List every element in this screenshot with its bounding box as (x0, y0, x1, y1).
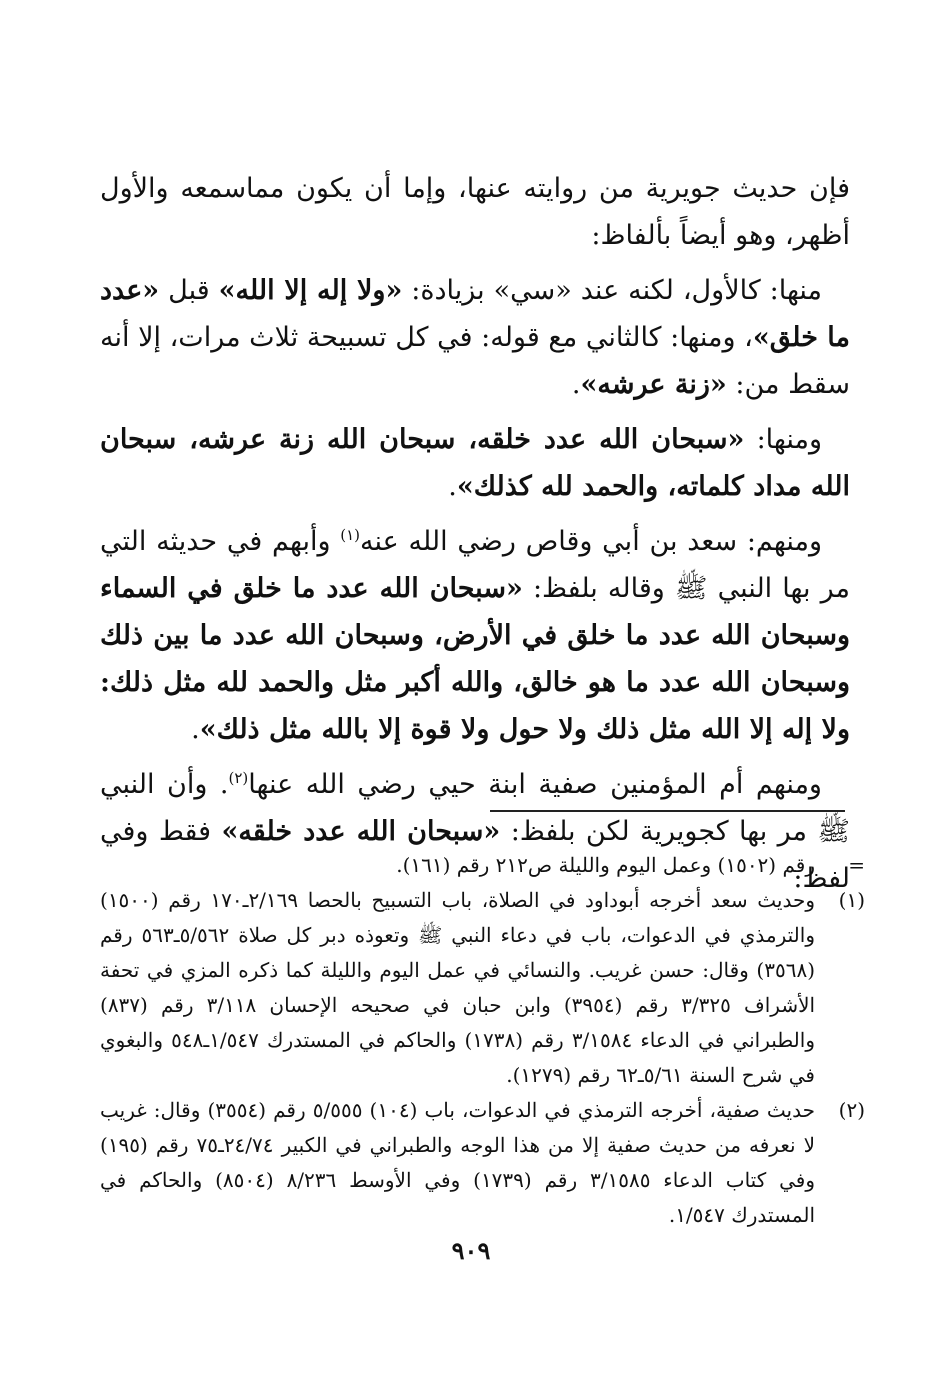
paragraph-text: فإن حديث جويرية من روايته عنها، وإما أن يكون مماسمعه والأول أظهر، وهو أيضاً بألفاظ: (100, 173, 850, 251)
paragraph-4 (100, 518, 850, 753)
paragraph-text: . (571, 369, 581, 400)
footnote-1 (100, 883, 865, 1093)
quote-bold: «ولا إله إلا الله» (218, 275, 403, 306)
quote-bold: «سبحان الله عدد خلقه، سبحان الله زنة عرشه، سبحان الله مداد كلماته، والحمد لله كذلك» (100, 424, 850, 502)
paragraph-text: ومنهم: سعد بن أبي وقاص رضي الله عنه (360, 526, 822, 557)
footnote-text: وحديث سعد أخرجه أبوداود في الصلاة، باب التسبيح بالحصا ٢/١٦٩ـ١٧٠ رقم (١٥٠٠) والترمذي في الدعوات، باب في دعاء النبي ﷺ وتعوذه دبر كل صلاة ٥/٥٦٢ـ٥٦٣ رقم (٣٥٦٨) وقال: حسن غريب. والنسائي في عمل اليوم والليلة كما ذكره المزي في تحفة الأشراف ٣/٣٢٥ رقم (٣٩٥٤) وابن حبان في صحيحه الإحسان ٣/١١٨ رقم (٨٣٧) والطبراني في الدعاء ٣/١٥٨٤ رقم (١٧٣٨) والحاكم في المستدرك ١/٥٤٧ـ٥٤٨ والبغوي في شرح السنة ٥/٦١ـ٦٢ رقم (١٢٧٩). (100, 888, 816, 1087)
footnotes (100, 848, 865, 1233)
quote-bold: «سبحان الله عدد ما خلق في السماء وسبحان الله عدد ما خلق في الأرض، وسبحان الله عدد ما بين ذلك وسبحان الله عدد ما هو خالق، والله أكبر مثل والحمد لله مثل ذلك: ولا إله إلا الله مثل ذلك ولا حول ولا قوة إلا بالله مثل ذلك» (100, 573, 850, 745)
footnote-ref-1[interactable]: (١) (340, 526, 361, 544)
footnote-continuation (100, 848, 865, 883)
page-number: ٩٠٩ (451, 1236, 491, 1265)
quote-bold: «عدد ما خلق» (100, 275, 850, 353)
main-text (100, 165, 850, 910)
footnote-number: (٢) (838, 1098, 865, 1122)
paragraph-3 (100, 416, 850, 510)
footnote-text: رقم (١٥٠٢) وعمل اليوم والليلة ص٢١٢ رقم (١٦١). (396, 853, 815, 877)
footnote-2 (100, 1093, 865, 1233)
paragraph-text: وأبهم في حديثه التي مر بها النبي ﷺ وقاله بلفظ: (100, 526, 850, 604)
paragraph-1 (100, 165, 850, 259)
footnote-separator (490, 810, 845, 812)
paragraph-text: منها: كالأول، لكنه عند «سي» بزيادة: (402, 275, 823, 306)
footnote-number: = (848, 853, 865, 877)
paragraph-text: . (448, 471, 457, 502)
quote-bold: «زنة عرشه» (580, 369, 727, 400)
paragraph-text: . وأن النبي ﷺ مر بها كجويرية لكن بلفظ: (100, 769, 850, 847)
footnote-number: (١) (838, 888, 865, 912)
paragraph-text: قبل (159, 275, 219, 306)
paragraph-text: ، ومنها: كالثاني مع قوله: في كل تسبيحة ثلاث مرات، إلا أنه سقط من: (100, 322, 850, 400)
paragraph-text: . (191, 714, 200, 745)
footnote-ref-2[interactable]: (٢) (228, 769, 249, 787)
paragraph-text: فقط وفي لفظ: (100, 816, 850, 894)
paragraph-2 (100, 267, 850, 408)
paragraph-text: ومنها: (744, 424, 822, 455)
quote-bold: «سبحان الله عدد خلقه» (221, 816, 501, 847)
paragraph-text: ومنهم أم المؤمنين صفية ابنة حيي رضي الله عنها (248, 769, 822, 800)
footnote-text: حديث صفية، أخرجه الترمذي في الدعوات، باب (١٠٤) ٥/٥٥٥ رقم (٣٥٥٤) وقال: غريب لا نعرفه من حديث صفية إلا من هذا الوجه والطبراني في الكبير ٢٤/٧٤ـ٧٥ رقم (١٩٥) وفي كتاب الدعاء ٣/١٥٨٥ رقم (١٧٣٩) وفي الأوسط ٨/٢٣٦ (٨٥٠٤) والحاكم في المستدرك ١/٥٤٧. (100, 1098, 815, 1227)
